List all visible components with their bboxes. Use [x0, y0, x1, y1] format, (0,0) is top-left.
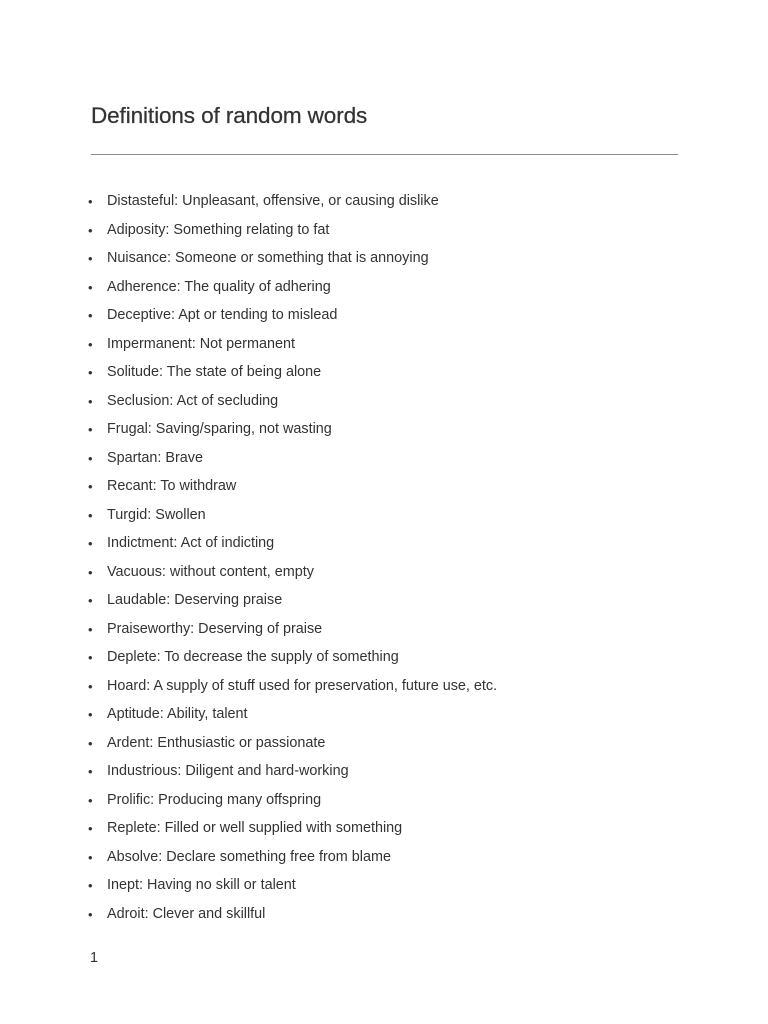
bullet-icon: •: [88, 650, 93, 665]
bullet-icon: •: [88, 336, 93, 352]
bullet-icon: •: [88, 194, 93, 209]
definition-text: Replete: Filled or well supplied with something: [107, 820, 403, 836]
definition-text: Praiseworthy: Deserving of praise: [107, 620, 323, 637]
bullet-icon: •: [88, 678, 93, 694]
bullet-icon: •: [88, 878, 93, 893]
definition-text: Deplete: To decrease the supply of something: [107, 649, 399, 665]
bullet-icon: •: [88, 621, 93, 637]
bullet-icon: •: [88, 393, 93, 409]
bullet-icon: •: [88, 764, 93, 779]
bullet-icon: •: [88, 422, 93, 437]
definition-text: Adroit: Clever and skillful: [107, 905, 266, 922]
definition-text: Impermanent: Not permanent: [107, 335, 295, 352]
bullet-icon: •: [88, 906, 93, 922]
definition-text: Seclusion: Act of secluding: [107, 392, 279, 409]
bullet-icon: •: [88, 251, 93, 266]
definition-text: Industrious: Diligent and hard-working: [107, 763, 349, 779]
definition-text: Nuisance: Someone or something that is annoying: [107, 250, 429, 266]
bullet-icon: •: [88, 450, 93, 466]
definition-text: Frugal: Saving/sparing, not wasting: [107, 421, 332, 437]
definition-text: Aptitude: Ability, talent: [107, 706, 248, 722]
definition-text: Spartan: Brave: [107, 449, 203, 466]
bullet-icon: •: [88, 564, 93, 580]
definition-text: Distasteful: Unpleasant, offensive, or causing dislike: [107, 193, 439, 209]
definition-text: Indictment: Act of indicting: [107, 535, 275, 551]
bullet-icon: •: [88, 792, 93, 808]
bullet-icon: •: [88, 479, 93, 494]
page-title: Definitions of random words: [91, 103, 368, 128]
definition-text: Vacuous: without content, empty: [107, 563, 314, 580]
bullet-icon: •: [88, 821, 93, 836]
page-number: 1: [90, 950, 99, 966]
definition-text: Ardent: Enthusiastic or passionate: [107, 734, 326, 751]
definition-text: Laudable: Deserving praise: [107, 592, 283, 608]
bullet-icon: •: [88, 222, 93, 238]
definition-text: Hoard: A supply of stuff used for preservation, future use, etc.: [107, 677, 498, 694]
title-divider: [91, 154, 678, 155]
definition-text: Solitude: The state of being alone: [107, 364, 322, 380]
definition-text: Prolific: Producing many offspring: [107, 791, 322, 808]
bullet-icon: •: [88, 536, 93, 551]
bullet-icon: •: [88, 365, 93, 380]
definition-text: Adiposity: Something relating to fat: [107, 221, 330, 238]
definition-text: Deceptive: Apt or tending to mislead: [107, 307, 338, 323]
bullet-icon: •: [88, 507, 93, 523]
definition-text: Recant: To withdraw: [107, 478, 237, 494]
bullet-icon: •: [88, 735, 93, 751]
bullet-icon: •: [88, 308, 93, 323]
bullet-icon: •: [88, 279, 93, 295]
definition-text: Adherence: The quality of adhering: [107, 278, 331, 295]
bullet-icon: •: [88, 593, 93, 608]
definition-text: Inept: Having no skill or talent: [107, 877, 296, 893]
bullet-icon: •: [88, 707, 93, 722]
definition-text: Turgid: Swollen: [107, 506, 206, 523]
bullet-icon: •: [88, 849, 93, 865]
definition-text: Absolve: Declare something free from blame: [107, 848, 391, 865]
